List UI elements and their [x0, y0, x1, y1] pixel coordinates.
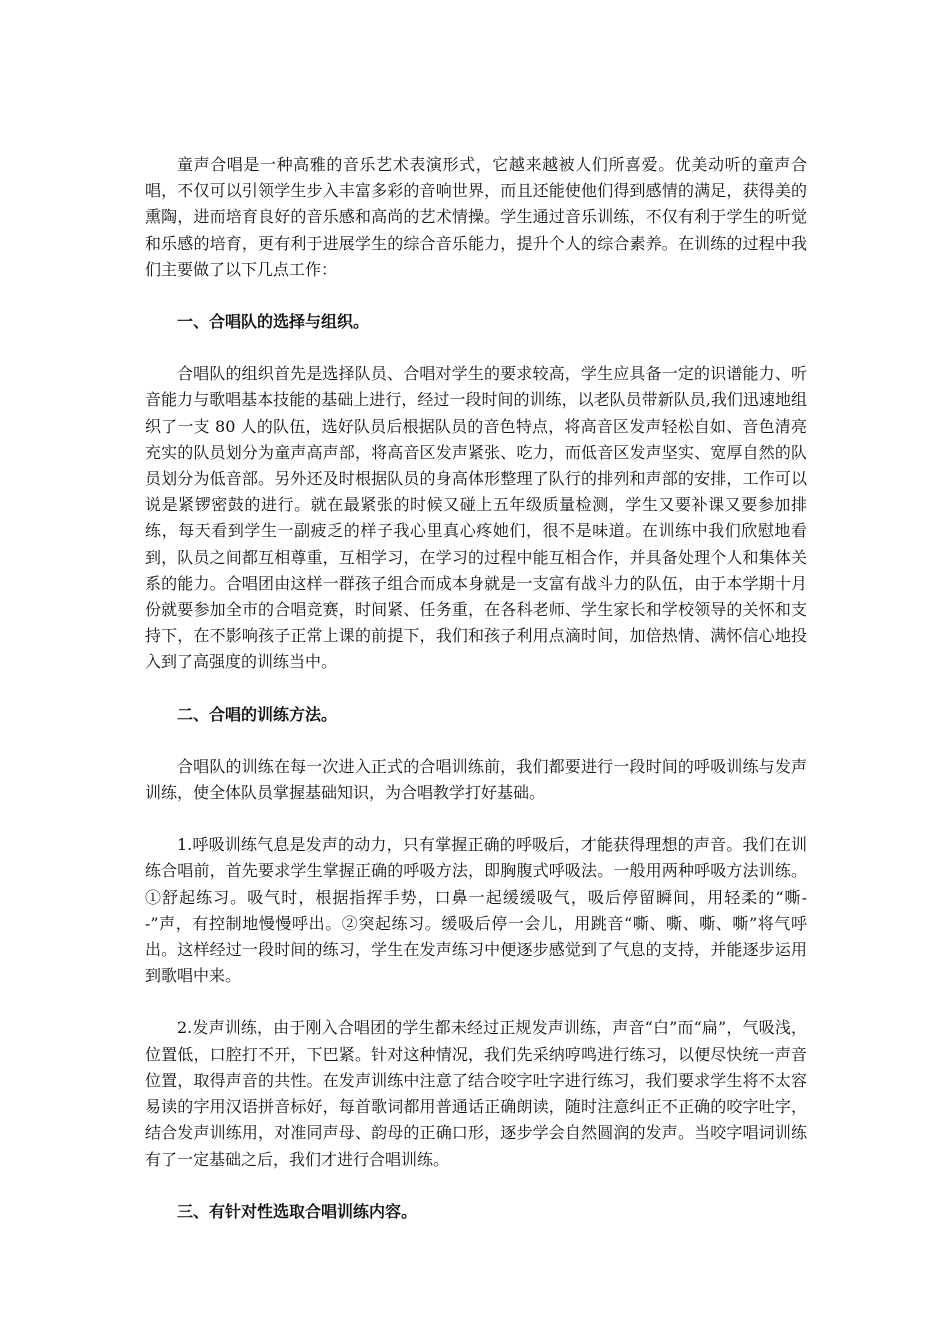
section-2-item-2: 2.发声训练，由于刚入合唱团的学生都未经过正规发声训练，声音“白”而“扁”，气吸浅，位置低，口腔打不开，下巴紧。针对这种情况，我们先采纳哼鸣进行练习，以便尽快统一声音位置，取得声音的共性。在发声训练中注意了结合咬字吐字进行练习，我们要求学生将不太容易读的字用汉语拼音标好，每首歌词都用普通话正确朗读，随时注意纠正不正确的咬字吐字，结合发声训练用，对准同声母、韵母的正确口形，逐步学会自然圆润的发声。当咬字唱词训练有了一定基础之后，我们才进行合唱训练。	[145, 1018, 807, 1169]
section-1-heading: 一、合唱队的选择与组织。	[177, 312, 370, 332]
section-3-heading: 三、有针对性选取合唱训练内容。	[177, 1201, 418, 1221]
section-1-paragraph: 合唱队的组织首先是选择队员、合唱对学生的要求较高，学生应具备一定的识谱能力、听音能力与歌唱基本技能的基础上进行，经过一段时间的训练，以老队员带新队员,我们迅速地组织了一支 80 人的队伍，选好队员后根据队员的音色特点，将高音区发声轻松自如、音色清亮充实的队员划分为童声高声部，将高音区发声紧张、吃力，而低音区发声坚实、宽厚自然的队员划分为低音部。另外还及时根据队员的身高体形整理了队行的排列和声部的安排，工作可以说是紧锣密鼓的进行。就在最紧张的时候又碰上五年级质量检测，学生又要补课又要参加排练，每天看到学生一副疲乏的样子我心里真心疼她们，很不是味道。在训练中我们欣慰地看到，队员之间都互相尊重，互相学习，在学习的过程中能互相合作，并具备处理个人和集体关系的能力。合唱团由这样一群孩子组合而成本身就是一支富有战斗力的队伍，由于本学期十月份就要参加全市的合唱竞赛，时间紧、任务重，在各科老师、学生家长和学校领导的关怀和支持下，在不影响孩子正常上课的前提下，我们和孩子利用点滴时间，加倍热情、满怀信心地投入到了高强度的训练当中。	[145, 364, 807, 672]
intro-paragraph: 童声合唱是一种高雅的音乐艺术表演形式，它越来越被人们所喜爱。优美动听的童声合唱，不仅可以引领学生步入丰富多彩的音响世界，而且还能使他们得到感情的满足，获得美的熏陶，进而培育良好的音乐感和高尚的艺术情操。学生通过音乐训练，不仅有利于学生的听觉和乐感的培育，更有利于进展学生的综合音乐能力，提升个人的综合素养。在训练的过程中我们主要做了以下几点工作：	[145, 155, 807, 279]
section-2-item-1: 1.呼吸训练气息是发声的动力，只有掌握正确的呼吸后，才能获得理想的声音。我们在训练合唱前，首先要求学生掌握正确的呼吸方法，即胸腹式呼吸法。一般用两种呼吸方法训练。①舒起练习。吸气时，根据指挥手势，口鼻一起缓缓吸气，吸后停留瞬间，用轻柔的“嘶--”声，有控制地慢慢呼出。②突起练习。缓吸后停一会儿，用跳音“嘶、嘶、嘶、嘶”将气呼出。这样经过一段时间的练习，学生在发声练习中便逐步感觉到了气息的支持，并能逐步运用到歌唱中来。	[145, 835, 807, 986]
section-2-heading: 二、合唱的训练方法。	[177, 704, 338, 724]
document-body	[145, 152, 807, 1251]
section-2-paragraph: 合唱队的训练在每一次进入正式的合唱训练前，我们都要进行一段时间的呼吸训练与发声训练，使全体队员掌握基础知识，为合唱教学打好基础。	[145, 756, 807, 803]
